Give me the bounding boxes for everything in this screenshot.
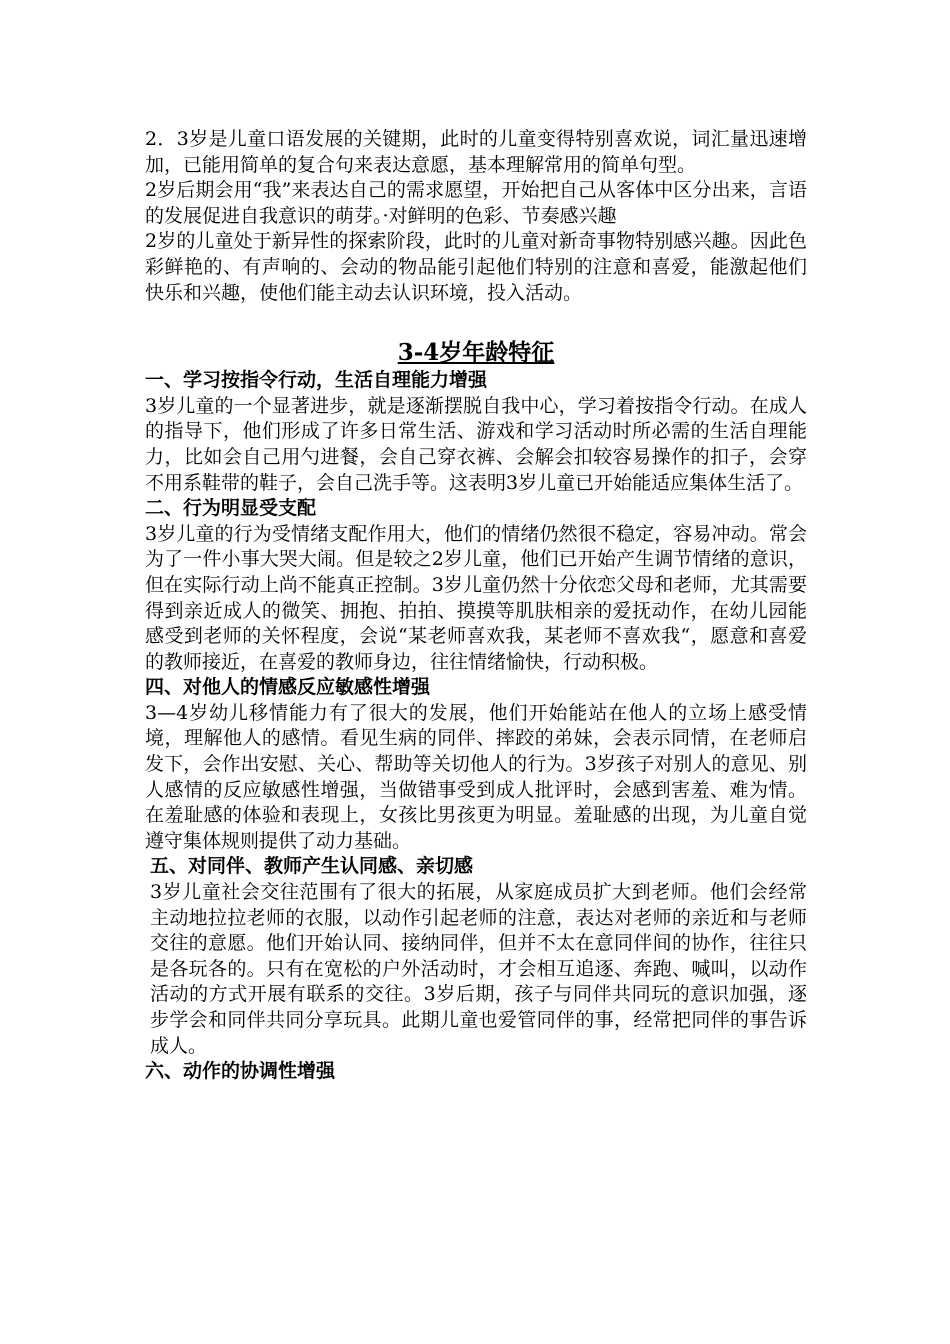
intro-paragraph-3: 2岁的儿童处于新异性的探索阶段，此时的儿童对新奇事物特别感兴趣。因此色彩鲜艳的、有声响的、会动的物品能引起他们特别的注意和喜爱，能激起他们快乐和兴趣，使他们能主动去认识环境，投入活动。 xyxy=(145,230,807,304)
intro-paragraph-2: 2岁后期会用“我”来表达自己的需求愿望，开始把自己从客体中区分出来，言语的发展促进自我意识的萌芽。·对鲜明的色彩、节奏感兴趣 xyxy=(145,179,807,227)
section-heading-6: 六、动作的协调性增强 xyxy=(145,1060,336,1083)
section-body-1: 3岁儿童的一个显著进步，就是逐渐摆脱自我中心，学习着按指令行动。在成人的指导下，他们形成了许多日常生活、游戏和学习活动时所必需的生活自理能力，比如会自己用勺进餐，会自己穿衣裤、会解会扣较容易操作的扣子，会穿不用系鞋带的鞋子，会自己洗手等。这表明3岁儿童已开始能适应集体生活了。 xyxy=(145,394,807,494)
section-heading-1: 一、学习按指令行动，生活自理能力增强 xyxy=(145,369,488,392)
section-body-4: 3—4岁幼儿移情能力有了很大的发展，他们开始能站在他人的立场上感受情境，理解他人的感情。看见生病的同伴、摔跤的弟妹，会表示同情，在老师启发下，会作出安慰、关心、帮助等关切他人的行为。3岁孩子对别人的意见、别人感情的反应敏感性增强，当做错事受到成人批评时，会感到害羞、难为情。在羞耻感的体验和表现上，女孩比男孩更为明显。羞耻感的出现，为儿童自觉遵守集体规则提供了动力基础。 xyxy=(145,701,807,852)
section-spacer xyxy=(145,306,807,338)
section-heading-2: 二、行为明显受支配 xyxy=(145,497,317,520)
section-heading-4: 四、对他人的情感反应敏感性增强 xyxy=(145,676,431,699)
section-body-2: 3岁儿童的行为受情绪支配作用大，他们的情绪仍然很不稳定，容易冲动。常会为了一件小事大哭大闹。但是较之2岁儿童，他们已开始产生调节情绪的意识，但在实际行动上尚不能真正控制。3岁儿童仍然十分依恋父母和老师，尤其需要得到亲近成人的微笑、拥抱、拍拍、摸摸等肌肤相亲的爱抚动作，在幼儿园能感受到老师的关怀程度，会说“某老师喜欢我，某老师不喜欢我“，愿意和喜爱的教师接近，在喜爱的教师身边，往往情绪愉快，行动积极。 xyxy=(145,522,807,673)
section-body-5: 3岁儿童社会交往范围有了很大的拓展，从家庭成员扩大到老师。他们会经常主动地拉拉老师的衣服，以动作引起老师的注意，表达对老师的亲近和与老师交往的意愿。他们开始认同、接纳同伴，但并不太在意同伴间的协作，往往只是各玩各的。只有在宽松的户外活动时，才会相互追逐、奔跑、喊叫，以动作活动的方式开展有联系的交往。3岁后期，孩子与同伴共同玩的意识加强，逐步学会和同伴共同分享玩具。此期儿童也爱管同伴的事，经常把同伴的事告诉成人。 xyxy=(150,881,807,1057)
document-page xyxy=(145,127,807,1085)
section-title: 3-4岁年龄特征 xyxy=(397,339,555,367)
intro-paragraph-1: 2．3岁是儿童口语发展的关键期，此时的儿童变得特别喜欢说，词汇量迅速增加，已能用简单的复合句来表达意愿，基本理解常用的简单句型。 xyxy=(145,128,807,176)
section-heading-5: 五、对同伴、教师产生认同感、亲切感 xyxy=(150,855,474,878)
